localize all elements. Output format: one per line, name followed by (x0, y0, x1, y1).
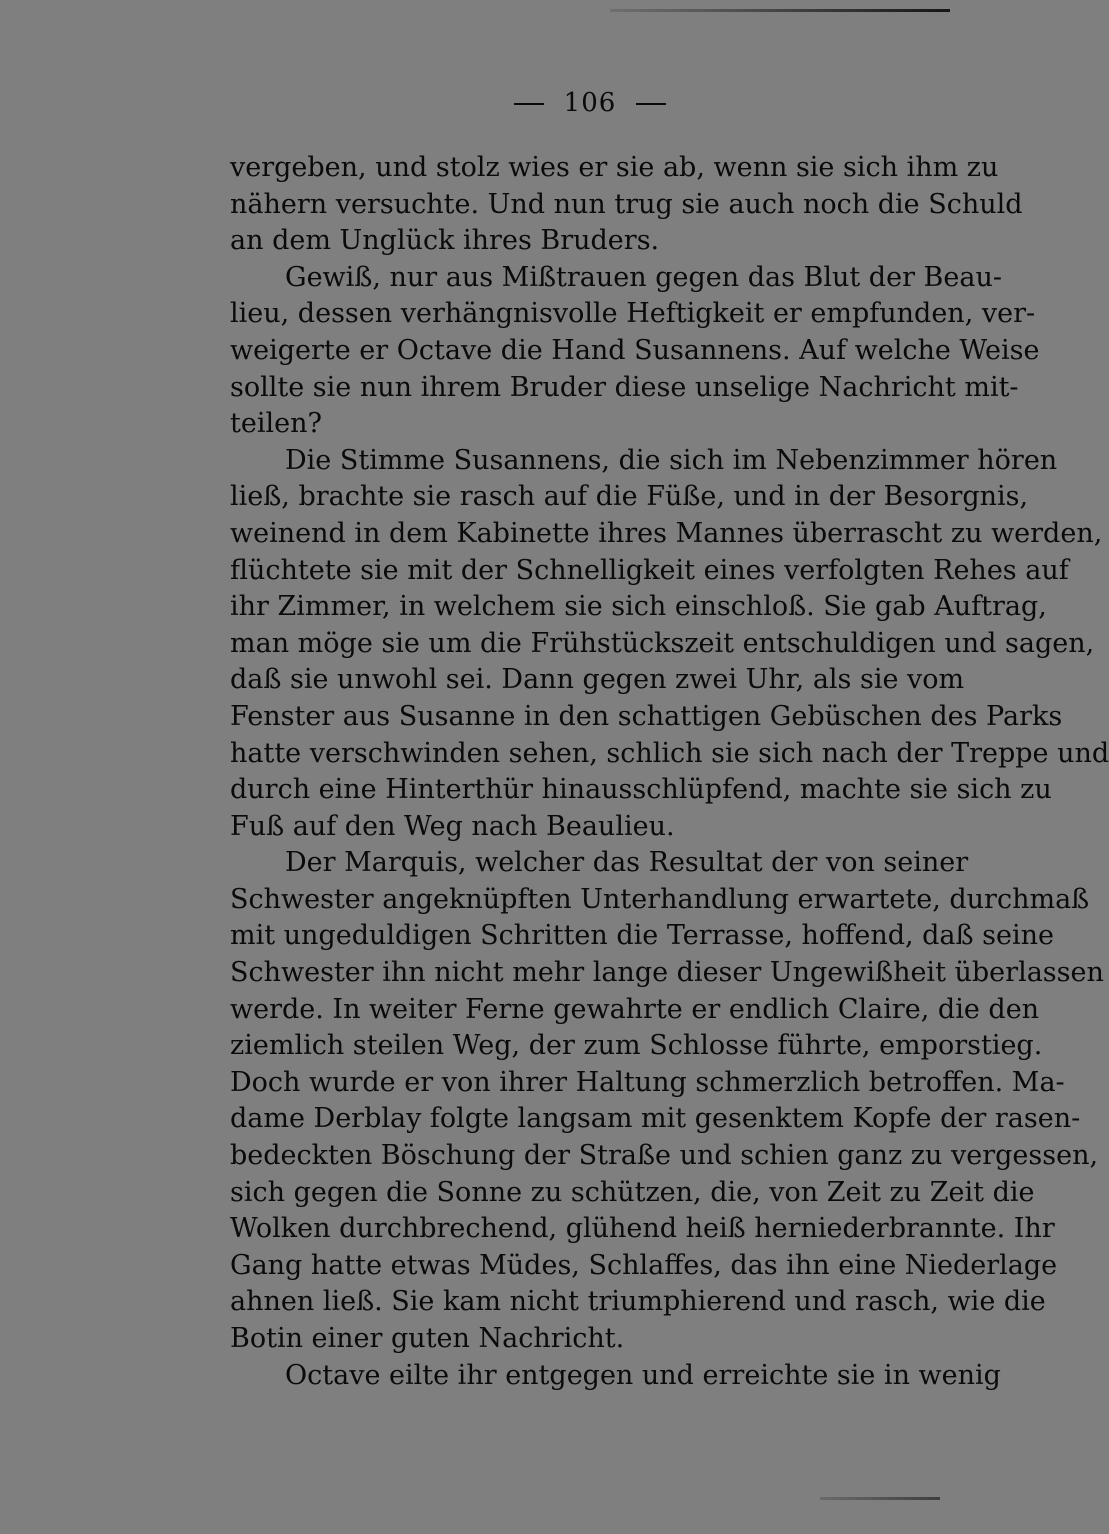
text-line: nähern versuchte. Und nun trug sie auch noch die Schuld (230, 188, 1023, 220)
text-line: dame Derblay folgte langsam mit gesenktem Kopfe der rasen- (230, 1103, 1081, 1135)
text-line: mit ungeduldigen Schritten die Terrasse, hoffend, daß seine (230, 920, 1054, 952)
text-line: an dem Unglück ihres Bruders. (230, 225, 660, 257)
text-line: Fenster aus Susanne in den schattigen Gebüschen des Parks (230, 700, 1063, 732)
page-number (90, 88, 1090, 118)
text-line: hatte verschwinden sehen, schlich sie sich nach der Treppe und (230, 737, 1109, 769)
text-line: Die Stimme Susannens, die sich im Nebenzimmer hören (285, 444, 1058, 476)
text-line: lieu, dessen verhängnisvolle Heftigkeit er empfunden, ver- (230, 298, 1036, 330)
text-line: bedeckten Böschung der Straße und schien ganz zu vergessen, (230, 1140, 1099, 1172)
scan-edge-artifact (820, 1497, 940, 1500)
text-line: man möge sie um die Frühstückszeit entschuldigen und sagen, (230, 627, 1095, 659)
text-line: ihr Zimmer, in welchem sie sich einschloß. Sie gab Auftrag, (230, 591, 1047, 623)
text-line: Fuß auf den Weg nach Beaulieu. (230, 810, 675, 842)
text-line: sollte sie nun ihrem Bruder diese unselige Nachricht mit- (230, 371, 1019, 403)
text-line: weigerte er Octave die Hand Susannens. Auf welche Weise (230, 334, 1040, 366)
text-line: Doch wurde er von ihrer Haltung schmerzlich betroffen. Ma- (230, 1066, 1065, 1098)
text-line: daß sie unwohl sei. Dann gegen zwei Uhr, als sie vom (230, 664, 965, 696)
text-line: ahnen ließ. Sie kam nicht triumphierend und rasch, wie die (230, 1286, 1046, 1318)
page-number-dash-right (636, 103, 666, 105)
text-line: Schwester ihn nicht mehr lange dieser Ungewißheit überlassen (230, 957, 1104, 989)
text-line: Gewiß, nur aus Mißtrauen gegen das Blut der Beau- (285, 261, 1002, 293)
page-number-value: 106 (563, 88, 617, 118)
scan-edge-artifact (610, 9, 950, 12)
text-line: weinend in dem Kabinette ihres Mannes überrascht zu werden, (230, 517, 1103, 549)
text-line: ließ, brachte sie rasch auf die Füße, und in der Besorgnis, (230, 481, 1029, 513)
text-line: ziemlich steilen Weg, der zum Schlosse führte, emporstieg. (230, 1030, 1043, 1062)
text-line: vergeben, und stolz wies er sie ab, wenn sie sich ihm zu (230, 152, 999, 183)
text-line: Der Marquis, welcher das Resultat der von seiner (285, 847, 969, 879)
text-line: sich gegen die Sonne zu schützen, die, von Zeit zu Zeit die (230, 1176, 1035, 1208)
text-line: Botin einer guten Nachricht. (230, 1323, 625, 1354)
text-line: Schwester angeknüpften Unterhandlung erwartete, durchmaß (230, 883, 1090, 915)
text-line: Gang hatte etwas Müdes, Schlaffes, das ihn eine Niederlage (230, 1249, 1058, 1281)
text-line: teilen? (230, 408, 322, 440)
text-line: Octave eilte ihr entgegen und erreichte sie in wenig (285, 1359, 1001, 1391)
text-line: Wolken durchbrechend, glühend heiß herniederbrannte. Ihr (230, 1213, 1055, 1245)
page-number-dash-left (514, 103, 544, 105)
text-line: durch eine Hinterthür hinausschlüpfend, machte sie sich zu (230, 774, 1052, 806)
text-line: flüchtete sie mit der Schnelligkeit eines verfolgten Rehes auf (230, 554, 1069, 586)
body-text (230, 150, 1109, 1394)
text-line: werde. In weiter Ferne gewahrte er endlich Claire, die den (230, 993, 1040, 1025)
